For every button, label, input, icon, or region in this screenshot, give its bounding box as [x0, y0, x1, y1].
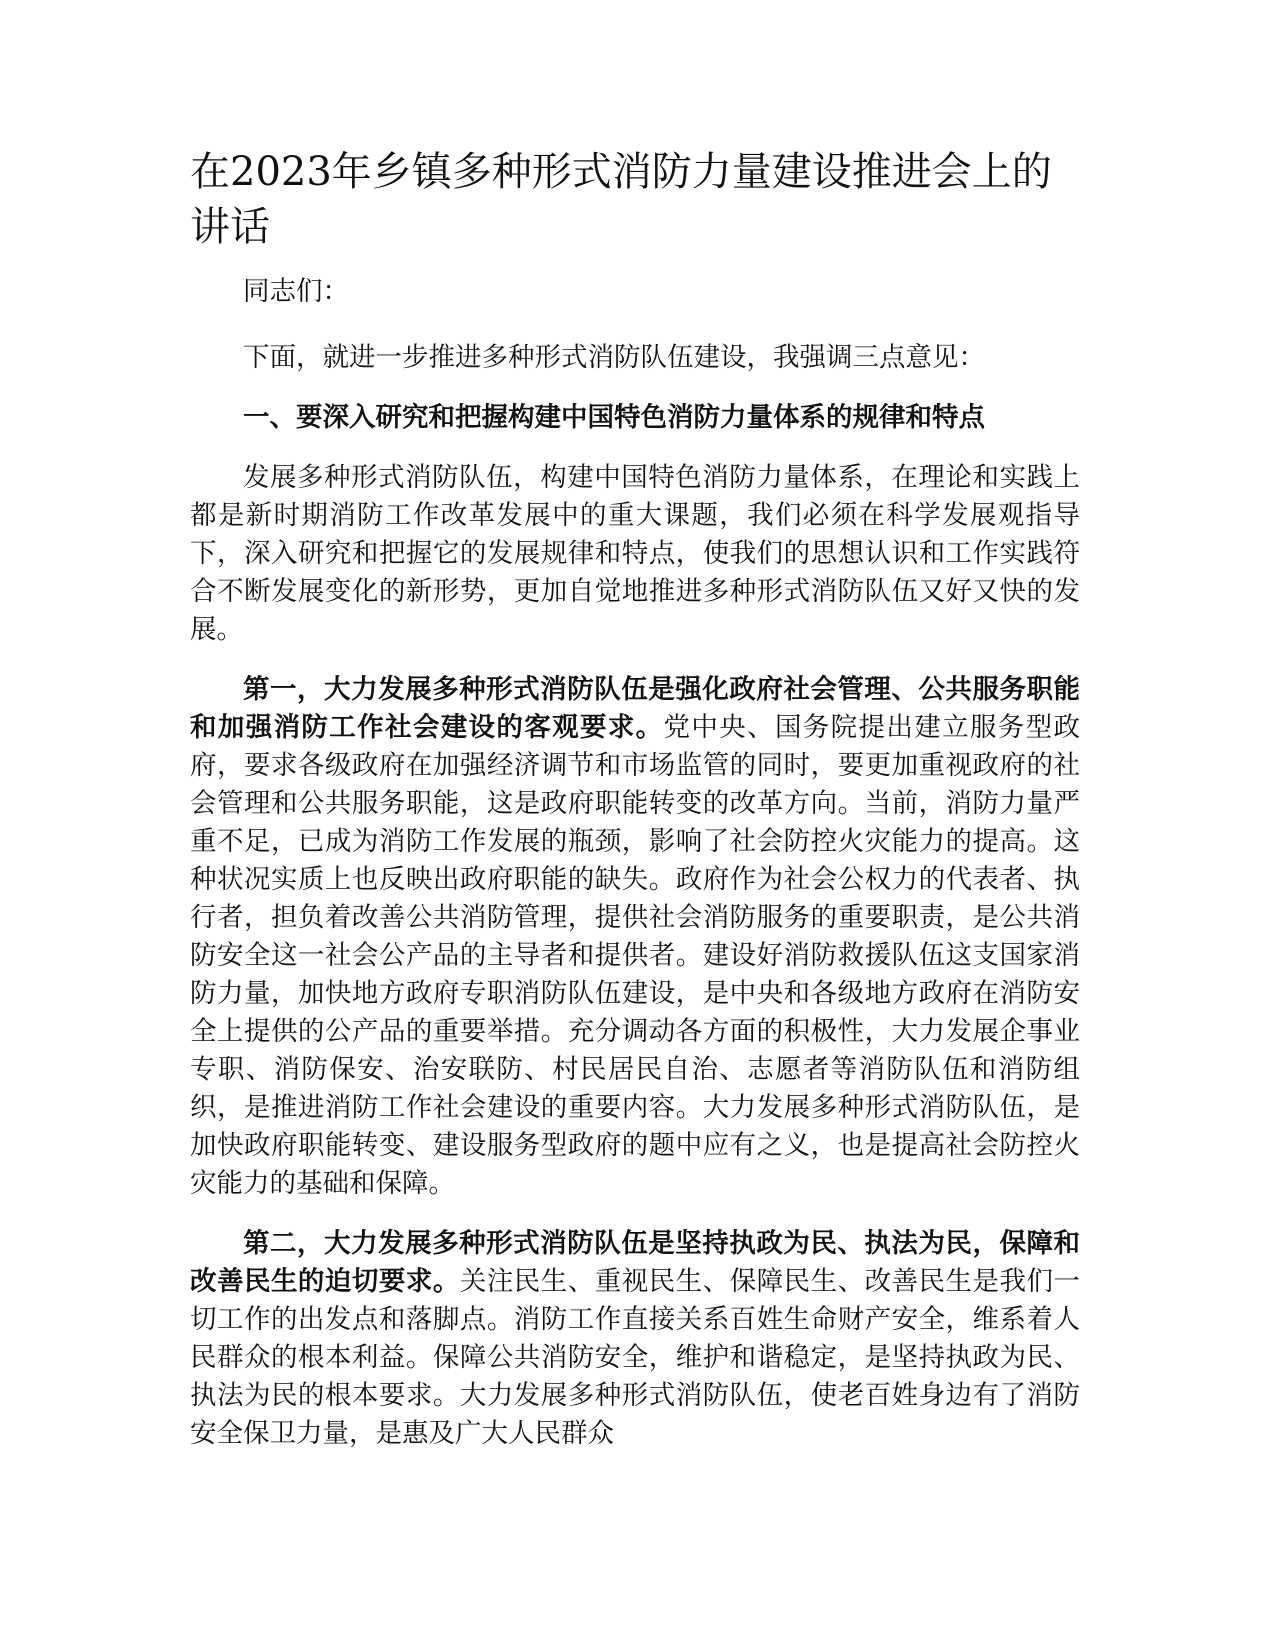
point-two-lead: 第二，大力发展多种形式消防队伍是坚持执政为民、执法为民，保障和改善民生的迫切要求。	[190, 1228, 1080, 1297]
salutation: 同志们：	[243, 276, 349, 307]
intro-paragraph: 下面，就进一步推进多种形式消防队伍建设，我强调三点意见：	[243, 342, 985, 373]
point-one-paragraph	[190, 671, 1080, 1203]
point-one-lead: 第一，大力发展多种形式消防队伍是强化政府社会管理、公共服务职能和加强消防工作社会建设的客观要求。	[190, 674, 1080, 743]
section-heading: 一、要深入研究和把握构建中国特色消防力量体系的规律和特点	[243, 402, 985, 433]
point-two-paragraph	[190, 1225, 1080, 1453]
section-paragraph: 发展多种形式消防队伍，构建中国特色消防力量体系，在理论和实践上都是新时期消防工作改革发展中的重大课题，我们必须在科学发展观指导下，深入研究和把握它的发展规律和特点，使我们的思想认识和工作实践符合不断发展变化的新形势，更加自觉地推进多种形式消防队伍又好又快的发展。	[190, 462, 1080, 645]
document-page	[190, 145, 1080, 1475]
point-one-body: 党中央、国务院提出建立服务型政府，要求各级政府在加强经济调节和市场监管的同时，要更加重视政府的社会管理和公共服务职能，这是政府职能转变的改革方向。当前，消防力量严重不足，已成为消防工作发展的瓶颈，影响了社会防控火灾能力的提高。这种状况实质上也反映出政府职能的缺失。政府作为社会公权力的代表者、执行者，担负着改善公共消防管理，提供社会消防服务的重要职责，是公共消防安全这一社会公产品的主导者和提供者。建设好消防救援队伍这支国家消防力量，加快地方政府专职消防队伍建设，是中央和各级地方政府在消防安全上提供的公产品的重要举措。充分调动各方面的积极性，大力发展企事业专职、消防保安、治安联防、村民居民自治、志愿者等消防队伍和消防组织，是推进消防工作社会建设的重要内容。大力发展多种形式消防队伍，是加快政府职能转变、建设服务型政府的题中应有之义，也是提高社会防控火灾能力的基础和保障。	[190, 712, 1081, 1199]
point-two-body: 关注民生、重视民生、保障民生、改善民生是我们一切工作的出发点和落脚点。消防工作直接关系百姓生命财产安全，维系着人民群众的根本利益。保障公共消防安全，维护和谐稳定，是坚持执政为民、执法为民的根本要求。大力发展多种形式消防队伍，使老百姓身边有了消防安全保卫力量，是惠及广大人民群众	[190, 1266, 1080, 1449]
document-title: 在2023年乡镇多种形式消防力量建设推进会上的讲话	[190, 149, 1052, 250]
